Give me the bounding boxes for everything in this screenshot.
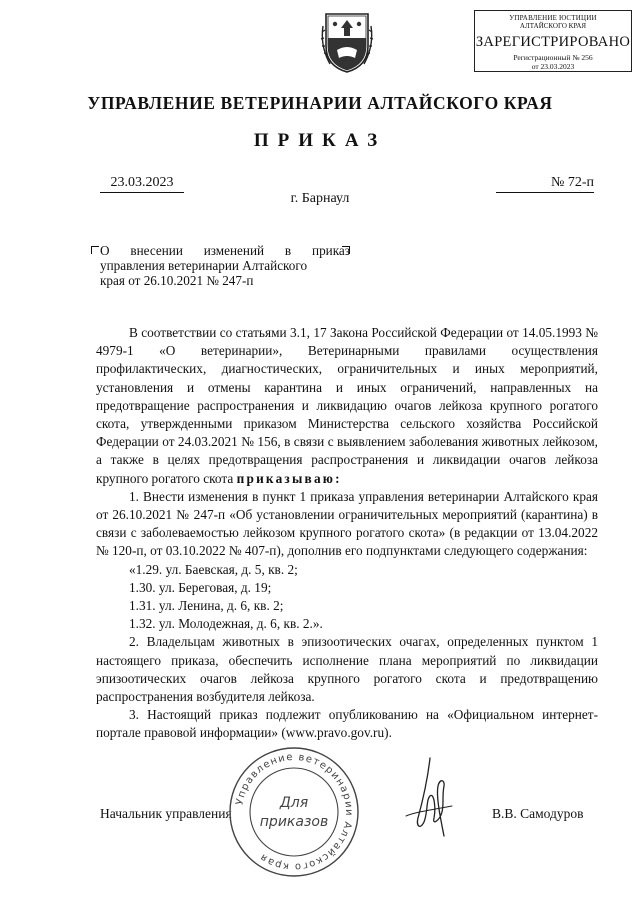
stamp-line2: АЛТАЙСКОГО КРАЯ bbox=[519, 22, 587, 30]
organization-name: УПРАВЛЕНИЕ ВЕТЕРИНАРИИ АЛТАЙСКОГО КРАЯ bbox=[87, 93, 553, 113]
subject-line2: управления ветеринарии Алтайского bbox=[100, 258, 308, 273]
stamp-reg-number: Регистрационный № 256 bbox=[513, 53, 593, 62]
handwritten-signature bbox=[400, 756, 460, 846]
preamble-text: В соответствии со статьями 3.1, 17 Закона Российской Федерации от 14.05.1993 № 4979-1 «О ветеринарии», Ветеринарными правилами осуществления профилактических, диагностических, ограничительных и иных мероприятий, установления и отмены карантина и иных ограничений, направленных на предотвращение распространения и ликвидацию очагов лейкоза крупного рогатого скота, утвержденными приказом Министерства сельского хозяйства Российской Федерации от 24.03.2021 № 156, в связи с выявлением заболевания животных лейкозом, а также в целях предотвращения распространения и ликвидации очагов лейкоза крупного рогатого скота bbox=[96, 325, 598, 486]
stamp-line1: УПРАВЛЕНИЕ ЮСТИЦИИ bbox=[509, 14, 597, 22]
order-word: приказываю: bbox=[236, 470, 342, 486]
subject-line3: края от 26.10.2021 № 247-п bbox=[100, 273, 254, 288]
order-body bbox=[96, 324, 598, 743]
clause-1: 1. Внести изменения в пункт 1 приказа управления ветеринарии Алтайского края от 26.10.2021 № 247-п «Об установлении ограничительных мероприятий (карантина) в связи с заболеваемостью лейкозом крупного рогатого скота» (в редакции от 13.04.2022 № 120-п, от 03.10.2022 № 407-п), дополнив его подпунктами следующего содержания: bbox=[96, 488, 598, 559]
document-type: ПРИКАЗ bbox=[253, 130, 387, 151]
subitem-1-30: 1.30. ул. Береговая, д. 19; bbox=[129, 579, 272, 595]
preamble bbox=[96, 324, 598, 488]
stamp-title: ЗАРЕГИСТРИРОВАНО bbox=[475, 34, 631, 50]
subitem-1-31: 1.31. ул. Ленина, д. 6, кв. 2; bbox=[129, 598, 284, 614]
coat-of-arms-icon bbox=[320, 6, 374, 76]
order-subject bbox=[100, 243, 350, 288]
signatory-title: Начальник управления bbox=[100, 806, 232, 821]
order-date: 23.03.2023 bbox=[100, 175, 184, 193]
subitem-1-32: 1.32. ул. Молодежная, д. 6, кв. 2.». bbox=[129, 616, 323, 632]
stamp-reg-date: от 23.03.2023 bbox=[531, 62, 575, 71]
registration-stamp bbox=[474, 10, 632, 72]
subject-bracket-left bbox=[91, 246, 99, 254]
seal-center-line2: приказов bbox=[259, 814, 329, 830]
clause-2: 2. Владельцам животных в эпизоотических очагах, определенных пунктом 1 настоящего приказа, обеспечить исполнение плана мероприятий по ликвидации эпизоотических очагов лейкоза крупного рогатого скота и предотвращению распространения возбудителя лейкоза. bbox=[96, 634, 598, 705]
subject-line1: О внесении изменений в приказ bbox=[100, 243, 350, 258]
round-seal bbox=[226, 744, 362, 880]
svg-text:Управление ветеринарии Алтайск bbox=[234, 752, 354, 872]
signatory-name: В.В. Самодуров bbox=[492, 806, 584, 821]
order-city: г. Барнаул bbox=[290, 191, 350, 206]
seal-ring-text: Управление ветеринарии Алтайского края bbox=[234, 751, 355, 873]
clause-3: 3. Настоящий приказ подлежит опубликованию на «Официальном интернет-портале правовой информации» (www.pravo.gov.ru). bbox=[96, 707, 598, 741]
order-number: № 72-п bbox=[496, 175, 594, 193]
seal-center-line1: Для bbox=[279, 795, 309, 811]
subitem-1-29: «1.29. ул. Баевская, д. 5, кв. 2; bbox=[129, 561, 298, 577]
